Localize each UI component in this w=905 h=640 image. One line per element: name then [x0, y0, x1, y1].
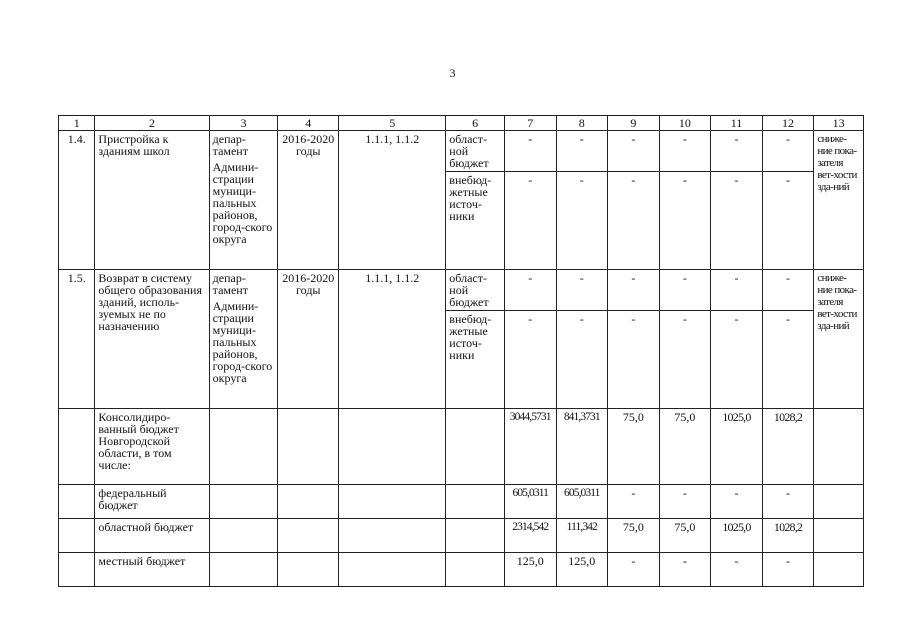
value-cell: -	[659, 553, 711, 587]
col-header: 9	[608, 116, 660, 131]
value-cell: 125,0	[556, 553, 608, 587]
empty-cell	[59, 409, 95, 485]
empty-cell	[814, 485, 864, 519]
value-cell: -	[504, 311, 556, 409]
value-cell: -	[504, 172, 556, 270]
value-cell: -	[608, 172, 660, 270]
value-cell: 841,3731	[556, 409, 608, 485]
value-cell: -	[711, 270, 763, 311]
value-cell: -	[711, 131, 763, 172]
executor-dept: депар-тамент	[212, 132, 248, 158]
col-header: 8	[556, 116, 608, 131]
value-cell: 2314,542	[504, 519, 556, 553]
value-cell: -	[762, 311, 814, 409]
value-cell: -	[659, 485, 711, 519]
total-label: федеральный бюджет	[95, 485, 209, 519]
page-number: 3	[449, 66, 456, 80]
empty-cell	[278, 485, 339, 519]
value-cell: -	[556, 131, 608, 172]
executor-dept: депар-тамент	[212, 271, 248, 297]
value-cell: -	[762, 131, 814, 172]
value-cell: -	[711, 311, 763, 409]
row-number: 1.4.	[59, 131, 95, 270]
source-name: област-ной бюджет	[446, 270, 505, 311]
value-cell: 111,342	[556, 519, 608, 553]
value-cell: -	[504, 131, 556, 172]
empty-cell	[339, 485, 446, 519]
value-cell: -	[608, 131, 660, 172]
value-cell: 75,0	[659, 519, 711, 553]
value-cell: 3044,5731	[504, 409, 556, 485]
empty-cell	[209, 519, 278, 553]
empty-cell	[209, 409, 278, 485]
table-row	[59, 131, 864, 172]
row-executor	[209, 131, 278, 270]
col-header: 1	[59, 116, 95, 131]
col-header: 12	[762, 116, 814, 131]
value-cell: -	[608, 553, 660, 587]
value-cell: -	[762, 172, 814, 270]
col-header: 4	[278, 116, 339, 131]
col-header: 10	[659, 116, 711, 131]
row-goal: 1.1.1, 1.1.2	[339, 131, 446, 270]
value-cell: -	[711, 485, 763, 519]
col-header: 13	[814, 116, 864, 131]
total-row	[59, 485, 864, 519]
value-cell: 605,0311	[504, 485, 556, 519]
empty-cell	[446, 485, 505, 519]
source-name: внебюд-жетные источ-ники	[446, 311, 505, 409]
column-number-row	[59, 116, 864, 131]
empty-cell	[814, 519, 864, 553]
value-cell: 75,0	[608, 519, 660, 553]
value-cell: -	[762, 270, 814, 311]
value-cell: -	[711, 172, 763, 270]
col-header: 3	[209, 116, 278, 131]
total-row	[59, 553, 864, 587]
empty-cell	[59, 553, 95, 587]
value-cell: -	[556, 311, 608, 409]
row-number: 1.5.	[59, 270, 95, 409]
row-name: Возврат в систему общего образования зданий, исполь-зуемых не по назначению	[95, 270, 209, 409]
value-cell: 125,0	[504, 553, 556, 587]
empty-cell	[59, 485, 95, 519]
executor-admin: Админи-страции муници-пальных районов, город-ского округа	[212, 160, 273, 246]
row-executor	[209, 270, 278, 409]
value-cell: -	[556, 172, 608, 270]
value-cell: -	[608, 485, 660, 519]
row-name: Пристройка к зданиям школ	[95, 131, 209, 270]
col-header: 5	[339, 116, 446, 131]
empty-cell	[278, 519, 339, 553]
value-cell: 1028,2	[762, 519, 814, 553]
empty-cell	[814, 553, 864, 587]
value-cell: 605,0311	[556, 485, 608, 519]
value-cell: -	[762, 485, 814, 519]
value-cell: -	[659, 311, 711, 409]
row-result: сниже-ние пока-зателя вет-хости зда-ний	[814, 131, 864, 270]
value-cell: -	[762, 553, 814, 587]
empty-cell	[339, 519, 446, 553]
col-header: 7	[504, 116, 556, 131]
value-cell: 1025,0	[711, 409, 763, 485]
executor-admin: Админи-страции муници-пальных районов, город-ского округа	[212, 299, 273, 385]
total-label: областной бюджет	[95, 519, 209, 553]
empty-cell	[446, 409, 505, 485]
value-cell: 75,0	[659, 409, 711, 485]
total-row	[59, 409, 864, 485]
value-cell: 1028,2	[762, 409, 814, 485]
total-label: местный бюджет	[95, 553, 209, 587]
empty-cell	[209, 485, 278, 519]
total-row	[59, 519, 864, 553]
value-cell: -	[608, 270, 660, 311]
empty-cell	[814, 409, 864, 485]
empty-cell	[59, 519, 95, 553]
empty-cell	[339, 553, 446, 587]
empty-cell	[446, 553, 505, 587]
empty-cell	[446, 519, 505, 553]
empty-cell	[278, 553, 339, 587]
value-cell: -	[608, 311, 660, 409]
value-cell: 1025,0	[711, 519, 763, 553]
value-cell: -	[659, 172, 711, 270]
row-period: 2016-2020 годы	[278, 270, 339, 409]
col-header: 2	[95, 116, 209, 131]
row-goal: 1.1.1, 1.1.2	[339, 270, 446, 409]
table-row	[59, 270, 864, 311]
source-name: внебюд-жетные источ-ники	[446, 172, 505, 270]
value-cell: -	[659, 131, 711, 172]
value-cell: 75,0	[608, 409, 660, 485]
total-label: Консолидиро-ванный бюджет Новгородской области, в том числе:	[95, 409, 209, 485]
value-cell: -	[556, 270, 608, 311]
empty-cell	[209, 553, 278, 587]
value-cell: -	[711, 553, 763, 587]
col-header: 6	[446, 116, 505, 131]
col-header: 11	[711, 116, 763, 131]
value-cell: -	[504, 270, 556, 311]
row-result: сниже-ние пока-зателя вет-хости зда-ний	[814, 270, 864, 409]
source-name: област-ной бюджет	[446, 131, 505, 172]
program-table	[58, 115, 864, 587]
empty-cell	[339, 409, 446, 485]
value-cell: -	[659, 270, 711, 311]
empty-cell	[278, 409, 339, 485]
row-period: 2016-2020 годы	[278, 131, 339, 270]
